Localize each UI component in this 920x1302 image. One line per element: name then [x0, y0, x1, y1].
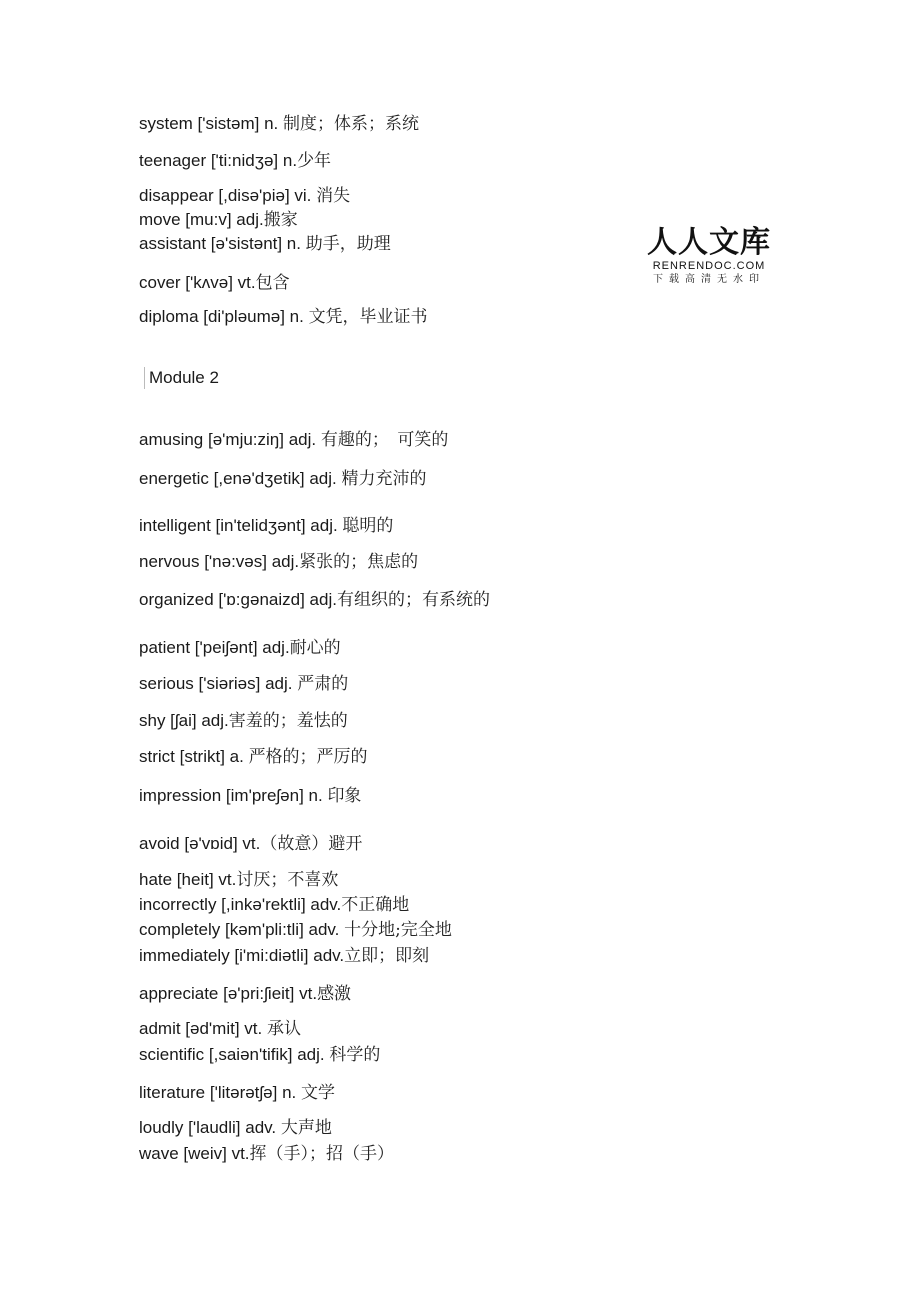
vocab-entry: [139, 306, 428, 328]
vocab-english: completely [kəm'pli:tli] adv.: [139, 920, 345, 939]
vocab-english: nervous ['nə:vəs] adj.: [139, 552, 300, 571]
vocab-english: energetic [,enə'dʒetik] adj.: [139, 469, 342, 488]
vocab-entry: [139, 1082, 335, 1104]
vocab-chinese: 不正确地: [341, 895, 410, 915]
vocab-english: organized ['ɒ:gənaizd] adj.: [139, 590, 337, 609]
vocab-chinese: 有趣的； 可笑的: [320, 430, 449, 450]
vocab-chinese: 耐心的: [289, 638, 341, 658]
vocab-english: avoid [ə'vɒid] vt.: [139, 834, 261, 853]
vocab-english: system ['sistəm] n.: [139, 114, 283, 133]
vocab-entry: [139, 785, 361, 807]
vocab-entry: [139, 945, 429, 967]
vocab-entry: [139, 589, 490, 611]
vocab-chinese: 文凭，毕业证书: [308, 307, 428, 327]
vocab-english: cover ['kʌvə] vt.: [139, 273, 256, 292]
module-heading: Module 2: [144, 367, 219, 389]
vocab-english: serious ['siəriəs] adj.: [139, 674, 298, 693]
vocab-english: move [mu:v] adj.: [139, 210, 264, 229]
vocab-chinese: 害羞的；羞怯的: [228, 711, 348, 731]
vocab-entry: [139, 983, 351, 1005]
vocab-chinese: 严格的；严厉的: [248, 747, 368, 767]
vocab-english: wave [weiv] vt.: [139, 1144, 250, 1163]
vocab-chinese: 紧张的；焦虑的: [299, 552, 419, 572]
vocab-entry: [139, 551, 418, 573]
vocab-entry: [139, 468, 426, 490]
vocab-chinese: 挥（手）；招（手）: [249, 1144, 395, 1164]
vocab-english: intelligent [in'telidʒənt] adj.: [139, 516, 343, 535]
vocab-entry: [139, 919, 452, 941]
vocab-chinese: 少年: [297, 151, 332, 171]
vocab-entry: [139, 209, 298, 231]
vocab-english: literature ['litərətʃə] n.: [139, 1083, 301, 1102]
vocab-chinese: 大声地: [280, 1118, 332, 1138]
vocab-entry: [139, 1143, 394, 1165]
vocab-chinese: 文学: [300, 1083, 335, 1103]
vocab-english: assistant [ə'sistənt] n.: [139, 234, 306, 253]
vocab-english: appreciate [ə'pri:ʃieit] vt.: [139, 984, 318, 1003]
watermark-url: RENRENDOC.COM: [652, 260, 766, 272]
vocab-chinese: 感激: [317, 984, 352, 1004]
vocab-chinese: （故意）避开: [260, 834, 363, 854]
vocab-english: scientific [,saiən'tifik] adj.: [139, 1045, 330, 1064]
vocab-entry: [139, 833, 362, 855]
vocab-english: teenager ['ti:nidʒə] n.: [139, 151, 298, 170]
vocab-chinese: 精力充沛的: [341, 469, 427, 489]
vocab-entry: [139, 1117, 332, 1139]
vocab-entry: [139, 429, 448, 451]
vocab-entry: [139, 746, 368, 768]
watermark-title: 人人文库: [647, 225, 771, 260]
vocab-chinese: 立即；即刻: [344, 946, 430, 966]
vocab-entry: [139, 113, 419, 135]
vocab-english: admit [əd'mit] vt.: [139, 1019, 267, 1038]
vocab-chinese: 有组织的；有系统的: [336, 590, 490, 610]
vocab-entry: [139, 894, 409, 916]
vocab-english: loudly ['laudli] adv.: [139, 1118, 281, 1137]
vocab-entry: [139, 150, 331, 172]
vocab-entry: [139, 272, 290, 294]
vocab-chinese: 承认: [266, 1019, 301, 1039]
vocab-chinese: 包含: [255, 273, 290, 293]
vocab-chinese: 十分地;完全地: [344, 920, 452, 940]
vocab-entry: [139, 637, 341, 659]
vocab-english: amusing [ə'mju:ziŋ] adj.: [139, 430, 321, 449]
vocab-english: immediately [i'mi:diətli] adv.: [139, 946, 345, 965]
vocab-chinese: 严肃的: [297, 674, 349, 694]
watermark-logo: [646, 226, 772, 286]
vocab-entry: [139, 185, 350, 207]
vocab-chinese: 搬家: [263, 210, 298, 230]
vocab-english: impression [im'preʃən] n.: [139, 786, 328, 805]
vocab-chinese: 科学的: [329, 1045, 381, 1065]
vocab-english: strict [strikt] a.: [139, 747, 249, 766]
vocab-chinese: 制度；体系；系统: [283, 114, 419, 134]
vocab-chinese: 消失: [316, 186, 351, 206]
vocab-entry: [139, 710, 348, 732]
watermark-subtitle: 下载高清无水印: [653, 274, 765, 285]
vocab-english: patient ['peiʃənt] adj.: [139, 638, 290, 657]
vocab-entry: [139, 515, 393, 537]
vocab-entry: [139, 233, 391, 255]
vocab-chinese: 印象: [327, 786, 362, 806]
vocab-chinese: 讨厌；不喜欢: [236, 870, 339, 890]
vocab-english: disappear [,disə'piə] vi.: [139, 186, 317, 205]
vocab-entry: [139, 1044, 380, 1066]
vocab-entry: [139, 1018, 301, 1040]
vocab-english: hate [heit] vt.: [139, 870, 237, 889]
vocab-english: incorrectly [,inkə'rektli] adv.: [139, 895, 342, 914]
vocab-chinese: 助手，助理: [305, 234, 391, 254]
vocab-english: shy [ʃai] adj.: [139, 711, 229, 730]
vocab-english: diploma [di'pləumə] n.: [139, 307, 309, 326]
vocab-entry: [139, 673, 348, 695]
vocab-chinese: 聪明的: [342, 516, 394, 536]
vocab-entry: [139, 869, 338, 891]
